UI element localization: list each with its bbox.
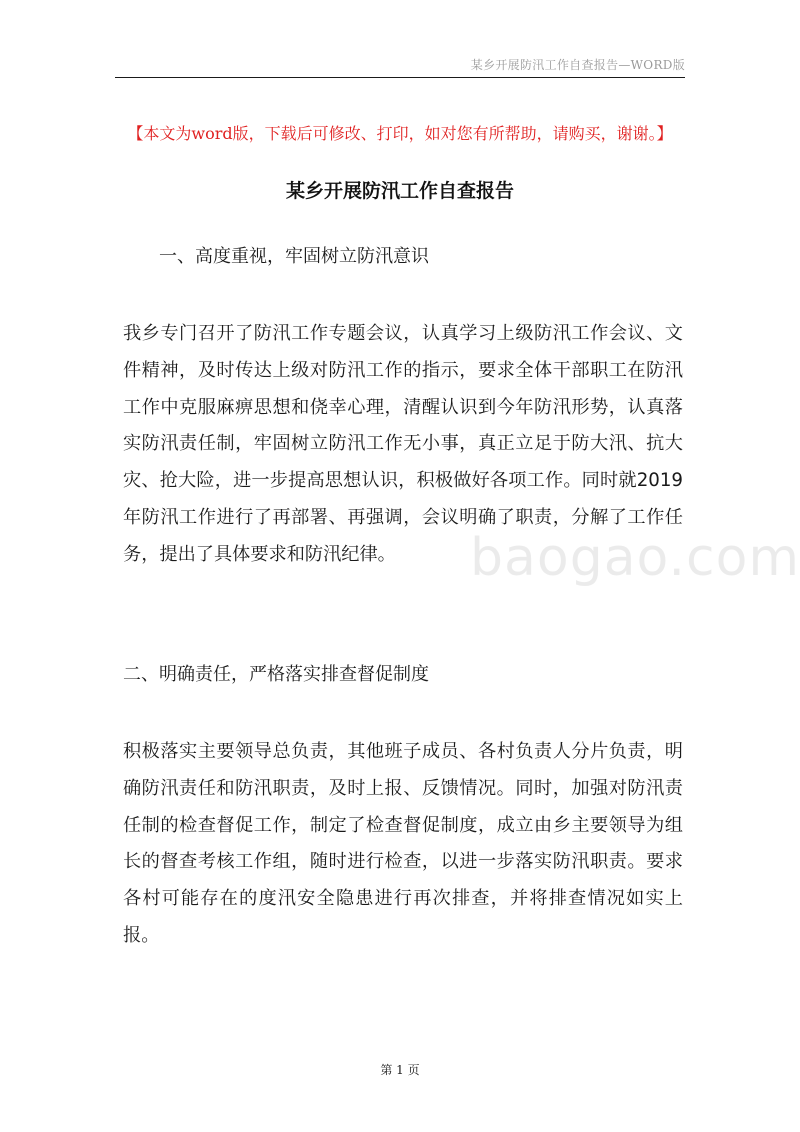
- section-body-2: 积极落实主要领导总负责，其他班子成员、各村负责人分片负责，明确防汛责任和防汛职责，及时上报、反馈情况。同时，加强对防汛责任制的检查督促工作，制定了检查督促制度，成立由乡主要领导为组长的督查考核工作组，随时进行检查，以进一步落实防汛职责。要求各村可能存在的度汛安全隐患进行再次排查，并将排查情况如实上报。: [123, 741, 683, 946]
- purchase-notice: 【本文为word版，下载后可修改、打印，如对您有所帮助，请购买，谢谢。】: [127, 124, 673, 143]
- page-number: 第 1 页: [380, 1063, 420, 1077]
- section-body-1: 我乡专门召开了防汛工作专题会议，认真学习上级防汛工作会议、文件精神，及时传达上级对防汛工作的指示，要求全体干部职工在防汛工作中克服麻痹思想和侥幸心理，清醒认识到今年防汛形势，认真落实防汛责任制，牢固树立防汛工作无小事，真正立足于防大汛、抗大灾、抢大险，进一步提高思想认识，积极做好各项工作。同时就2019年防汛工作进行了再部署、再强调，会议明确了职责，分解了工作任务，提出了具体要求和防汛纪律。: [123, 323, 683, 565]
- header-rule: [115, 77, 685, 78]
- page-title: 某乡开展防汛工作自查报告: [285, 180, 514, 202]
- running-header: 某乡开展防汛工作自查报告—WORD版: [470, 58, 685, 72]
- section-heading-2: 二、明确责任，严格落实排查督促制度: [123, 664, 429, 685]
- section-heading-1: 一、高度重视，牢固树立防汛意识: [159, 246, 429, 267]
- watermark: baogao.com: [470, 528, 800, 588]
